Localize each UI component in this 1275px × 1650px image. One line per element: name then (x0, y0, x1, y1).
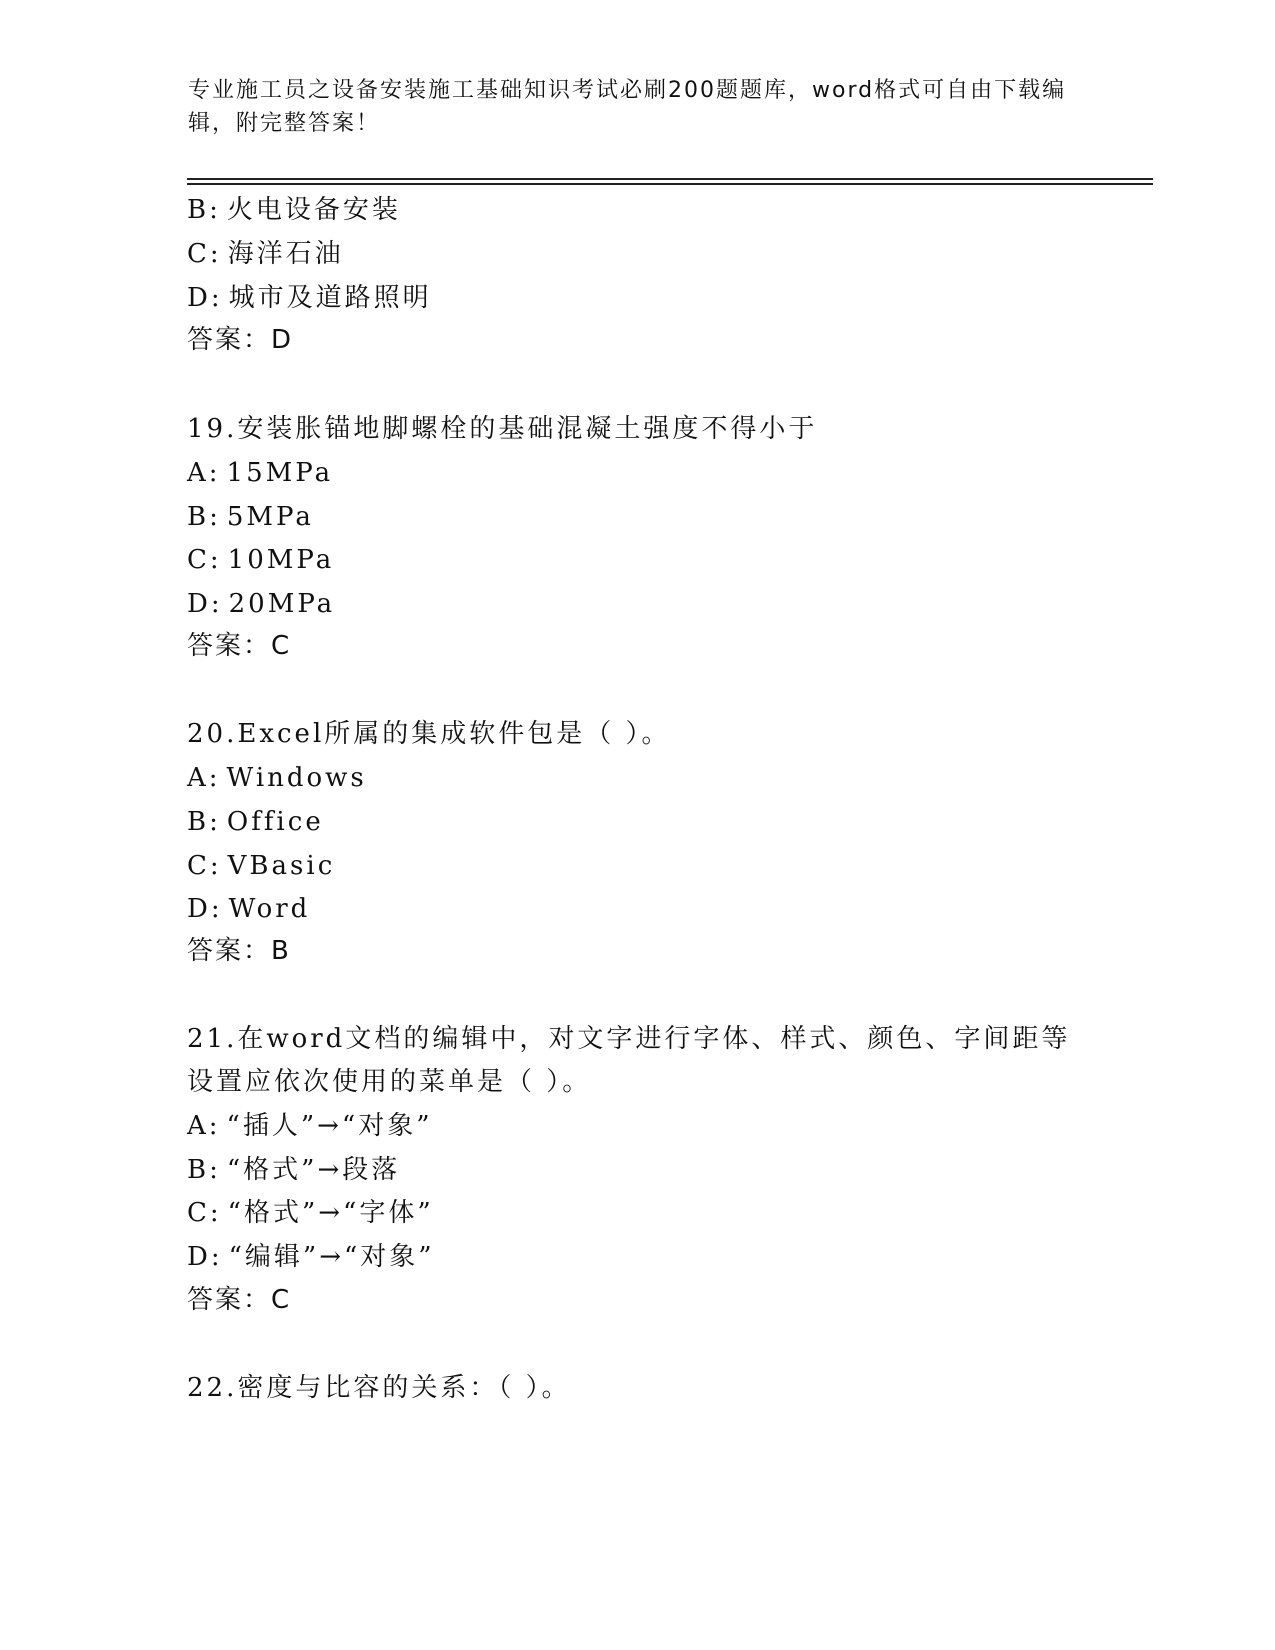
answer-line: 答案：D (187, 325, 294, 355)
option-d: D: 城市及道路照明 (187, 283, 432, 313)
answer-line: 答案：B (187, 936, 291, 966)
question-text: 19.安装胀锚地脚螺栓的基础混凝土强度不得小于 (187, 414, 818, 444)
question-text-continued: 设置应依次使用的菜单是（ ）。 (187, 1067, 592, 1097)
option-c: C: 10MPa (187, 545, 335, 575)
answer-line: 答案：C (187, 1285, 292, 1315)
header-divider-top (187, 178, 1153, 180)
option-b: B: Office (187, 807, 324, 837)
option-a: A: “插人”→“对象” (187, 1111, 433, 1141)
option-c: C: “格式”→“字体” (187, 1198, 434, 1228)
question-text: 22.密度与比容的关系：（ ）。 (187, 1373, 571, 1403)
question-text: 21.在word文档的编辑中，对文字进行字体、样式、颜色、字间距等 (187, 1024, 1071, 1054)
option-d: D: Word (187, 894, 311, 924)
question-text: 20.Excel所属的集成软件包是（ ）。 (187, 719, 671, 749)
option-d: D: 20MPa (187, 589, 336, 619)
option-c: C: 海洋石油 (187, 239, 344, 269)
option-a: A: Windows (187, 763, 367, 793)
option-b: B: 5MPa (187, 502, 314, 532)
option-d: D: “编辑”→“对象” (187, 1242, 435, 1272)
header-title: 专业施工员之设备安装施工基础知识考试必刷200题题库，word格式可自由下载编辑，附完整答案！ (188, 78, 1067, 136)
answer-line: 答案：C (187, 631, 292, 661)
document-header (188, 74, 1088, 140)
option-b: B: 火电设备安装 (187, 195, 401, 225)
option-a: A: 15MPa (187, 458, 334, 488)
option-c: C: VBasic (187, 851, 336, 881)
header-divider-bottom (187, 183, 1153, 185)
option-b: B: “格式”→段落 (187, 1155, 401, 1185)
